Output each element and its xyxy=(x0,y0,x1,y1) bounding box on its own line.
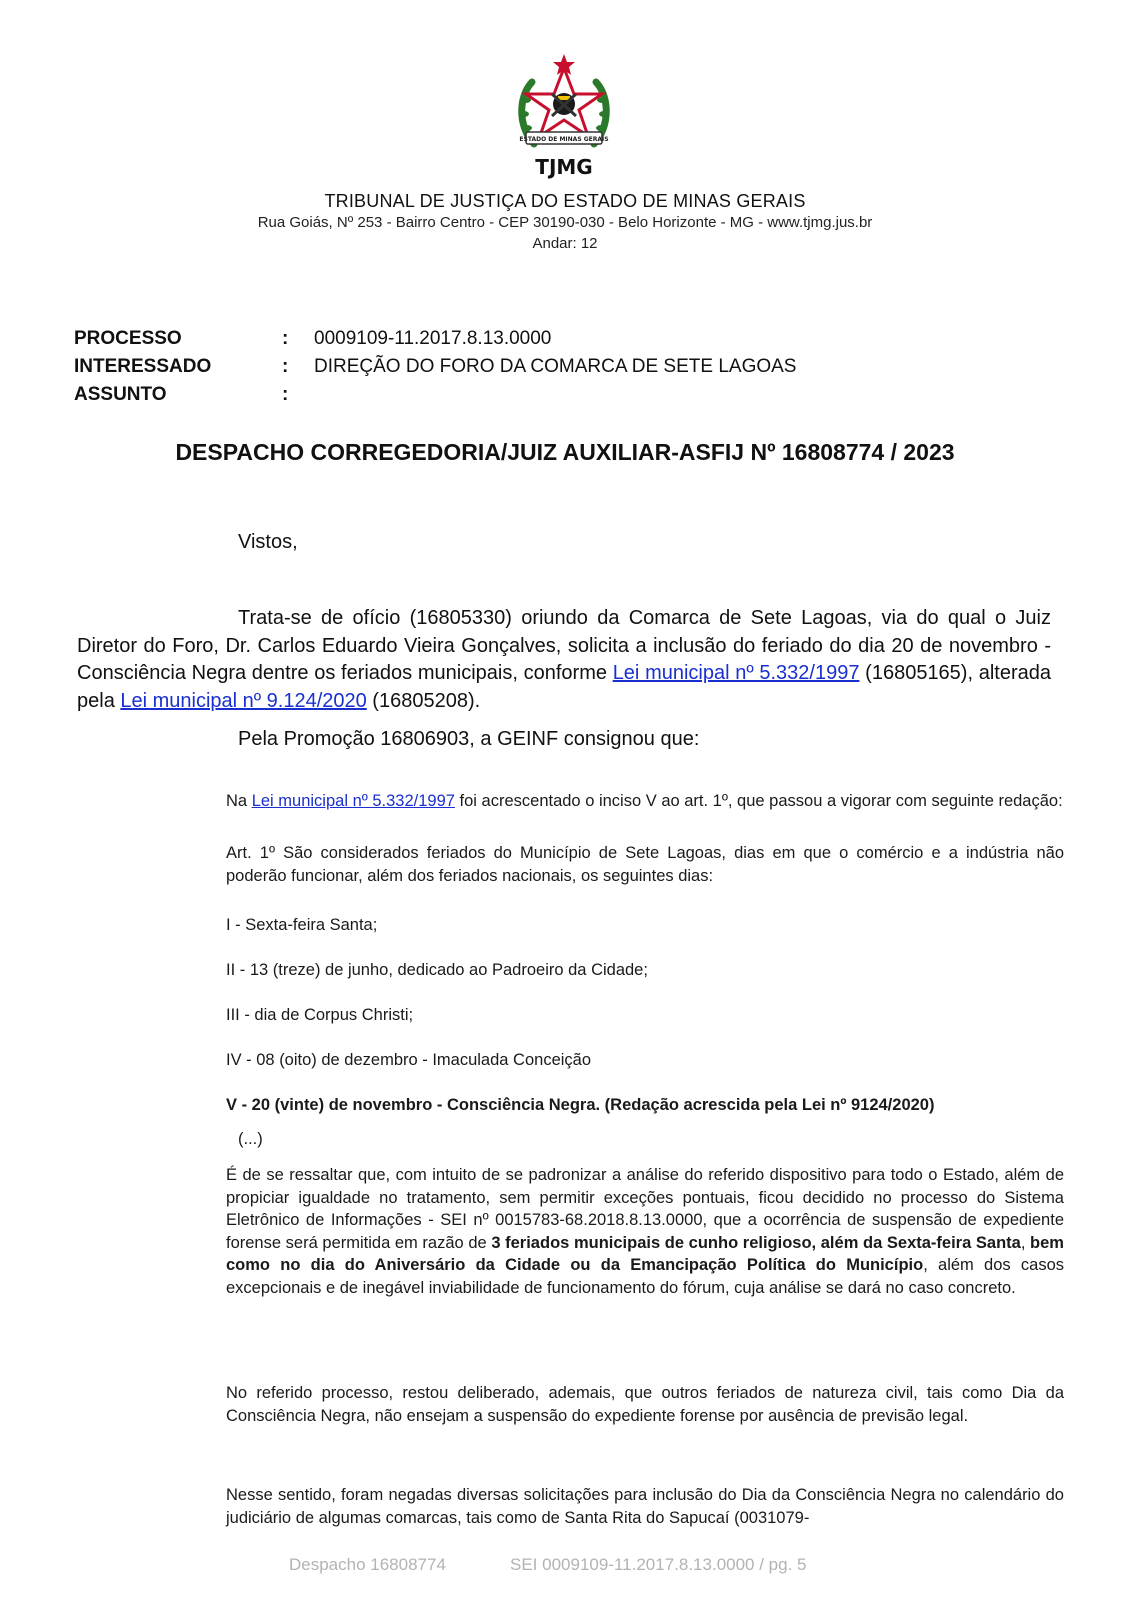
quote-paragraph-ressalva xyxy=(226,1164,1064,1299)
org-address: Rua Goiás, Nº 253 - Bairro Centro - CEP 30190-030 - Belo Horizonte - MG - www.tjmg.jus.br xyxy=(257,214,873,231)
link-lei-9124[interactable]: Lei municipal nº 9.124/2020 xyxy=(120,689,367,712)
quote-text: , além dos casos excepcionais e de inegável inviabilidade de funcionamento do fórum, cuja análise se dará no caso concreto. xyxy=(226,1256,1064,1297)
org-name: TRIBUNAL DE JUSTIÇA DO ESTADO DE MINAS GERAIS xyxy=(324,191,806,211)
meta-label: INTERESSADO xyxy=(74,356,212,377)
paragraph-text: (16805208). xyxy=(366,689,481,712)
meta-colon: : xyxy=(282,328,289,349)
quote-article: Art. 1º São considerados feriados do Município de Sete Lagoas, dias em que o comércio e a indústria não poderão funcionar, além dos feriados nacionais, os seguintes dias: xyxy=(226,844,1064,885)
document-title: DESPACHO CORREGEDORIA/JUIZ AUXILIAR-ASFIJ Nº 16808774 / 2023 xyxy=(175,439,955,465)
org-floor: Andar: 12 xyxy=(532,235,598,252)
list-item: II - 13 (treze) de junho, dedicado ao Padroeiro da Cidade; xyxy=(226,961,648,979)
list-item: V - 20 (vinte) de novembro - Consciência Negra. (Redação acrescida pela Lei nº 9124/2020) xyxy=(226,1096,935,1114)
paragraph-promocao: Pela Promoção 16806903, a GEINF consignou que: xyxy=(238,728,700,750)
footer-document-id: Despacho 16808774 xyxy=(289,1555,446,1574)
meta-label: ASSUNTO xyxy=(74,384,167,405)
meta-row-processo xyxy=(74,328,796,356)
greeting: Vistos, xyxy=(238,531,298,553)
meta-colon: : xyxy=(282,384,289,405)
paragraph-text: (16805165), alterada pela xyxy=(77,662,1051,712)
meta-label: PROCESSO xyxy=(74,328,182,349)
tjmg-coat-of-arms-logo xyxy=(512,52,616,182)
quote-text: foi acrescentado o inciso V ao art. 1º, que passou a vigorar com seguinte redação: xyxy=(454,792,1063,810)
meta-value: DIREÇÃO DO FORO DA COMARCA DE SETE LAGOAS xyxy=(314,356,797,377)
quote-paragraph-deliberado: No referido processo, restou deliberado, ademais, que outros feriados de natureza civil, tais como Dia da Consciência Negra, não ensejam a suspensão do expediente forense por ausência de previsão legal. xyxy=(226,1384,1064,1425)
meta-value: 0009109-11.2017.8.13.0000 xyxy=(314,328,552,349)
quote-intro xyxy=(226,790,1064,813)
process-metadata xyxy=(74,328,796,412)
quote-paragraph-negadas: Nesse sentido, foram negadas diversas solicitações para inclusão do Dia da Consciência Negra no calendário do judiciário de algumas comarcas, tais como de Santa Rita do Sapucaí (0031079- xyxy=(226,1486,1064,1527)
meta-row-assunto xyxy=(74,384,796,412)
list-item: III - dia de Corpus Christi; xyxy=(226,1006,414,1024)
seal-ring-text: ESTADO DE MINAS GERAIS xyxy=(519,136,609,143)
quote-text: , xyxy=(1020,1233,1031,1252)
quote-bold-text: 3 feriados municipais de cunho religioso, além da Sexta-feira Santa xyxy=(491,1233,1021,1252)
meta-colon: : xyxy=(282,356,289,377)
paragraph-request xyxy=(77,605,1051,715)
quote-bold-text: bem como no dia do Aniversário da Cidade ou da Emancipação Política do Município xyxy=(226,1233,1064,1274)
paragraph-text: Trata-se de ofício (16805330) oriundo da Comarca de Sete Lagoas, via do qual o Juiz Diretor do Foro, Dr. Carlos Eduardo Vieira Gonçalves, solicita a inclusão do feriado do dia 20 de novembro - Consciência Negra dentre os feriados municipais, conforme xyxy=(77,607,1051,684)
quote-text: Na xyxy=(226,792,252,810)
list-item: (...) xyxy=(238,1130,263,1148)
link-lei-5332[interactable]: Lei municipal nº 5.332/1997 xyxy=(612,662,860,684)
list-item: I - Sexta-feira Santa; xyxy=(226,916,378,934)
footer-page-ref: SEI 0009109-11.2017.8.13.0000 / pg. 5 xyxy=(510,1555,807,1574)
quote-text: É de se ressaltar que, com intuito de se padronizar a análise do referido dispositivo para todo o Estado, além de propiciar igualdade no tratamento, sem permitir exceções pontuais, ficou decidido no processo do Sistema Eletrônico de Informações - SEI nº 0015783-68.2018.8.13.0000, que a ocorrência de suspensão de expediente forense será permitida em razão de xyxy=(226,1166,1064,1252)
tjmg-logo-text: TJMG xyxy=(535,155,593,179)
meta-row-interessado xyxy=(74,356,796,384)
list-item: IV - 08 (oito) de dezembro - Imaculada Conceição xyxy=(226,1051,592,1069)
link-lei-5332-quote[interactable]: Lei municipal nº 5.332/1997 xyxy=(251,792,455,810)
